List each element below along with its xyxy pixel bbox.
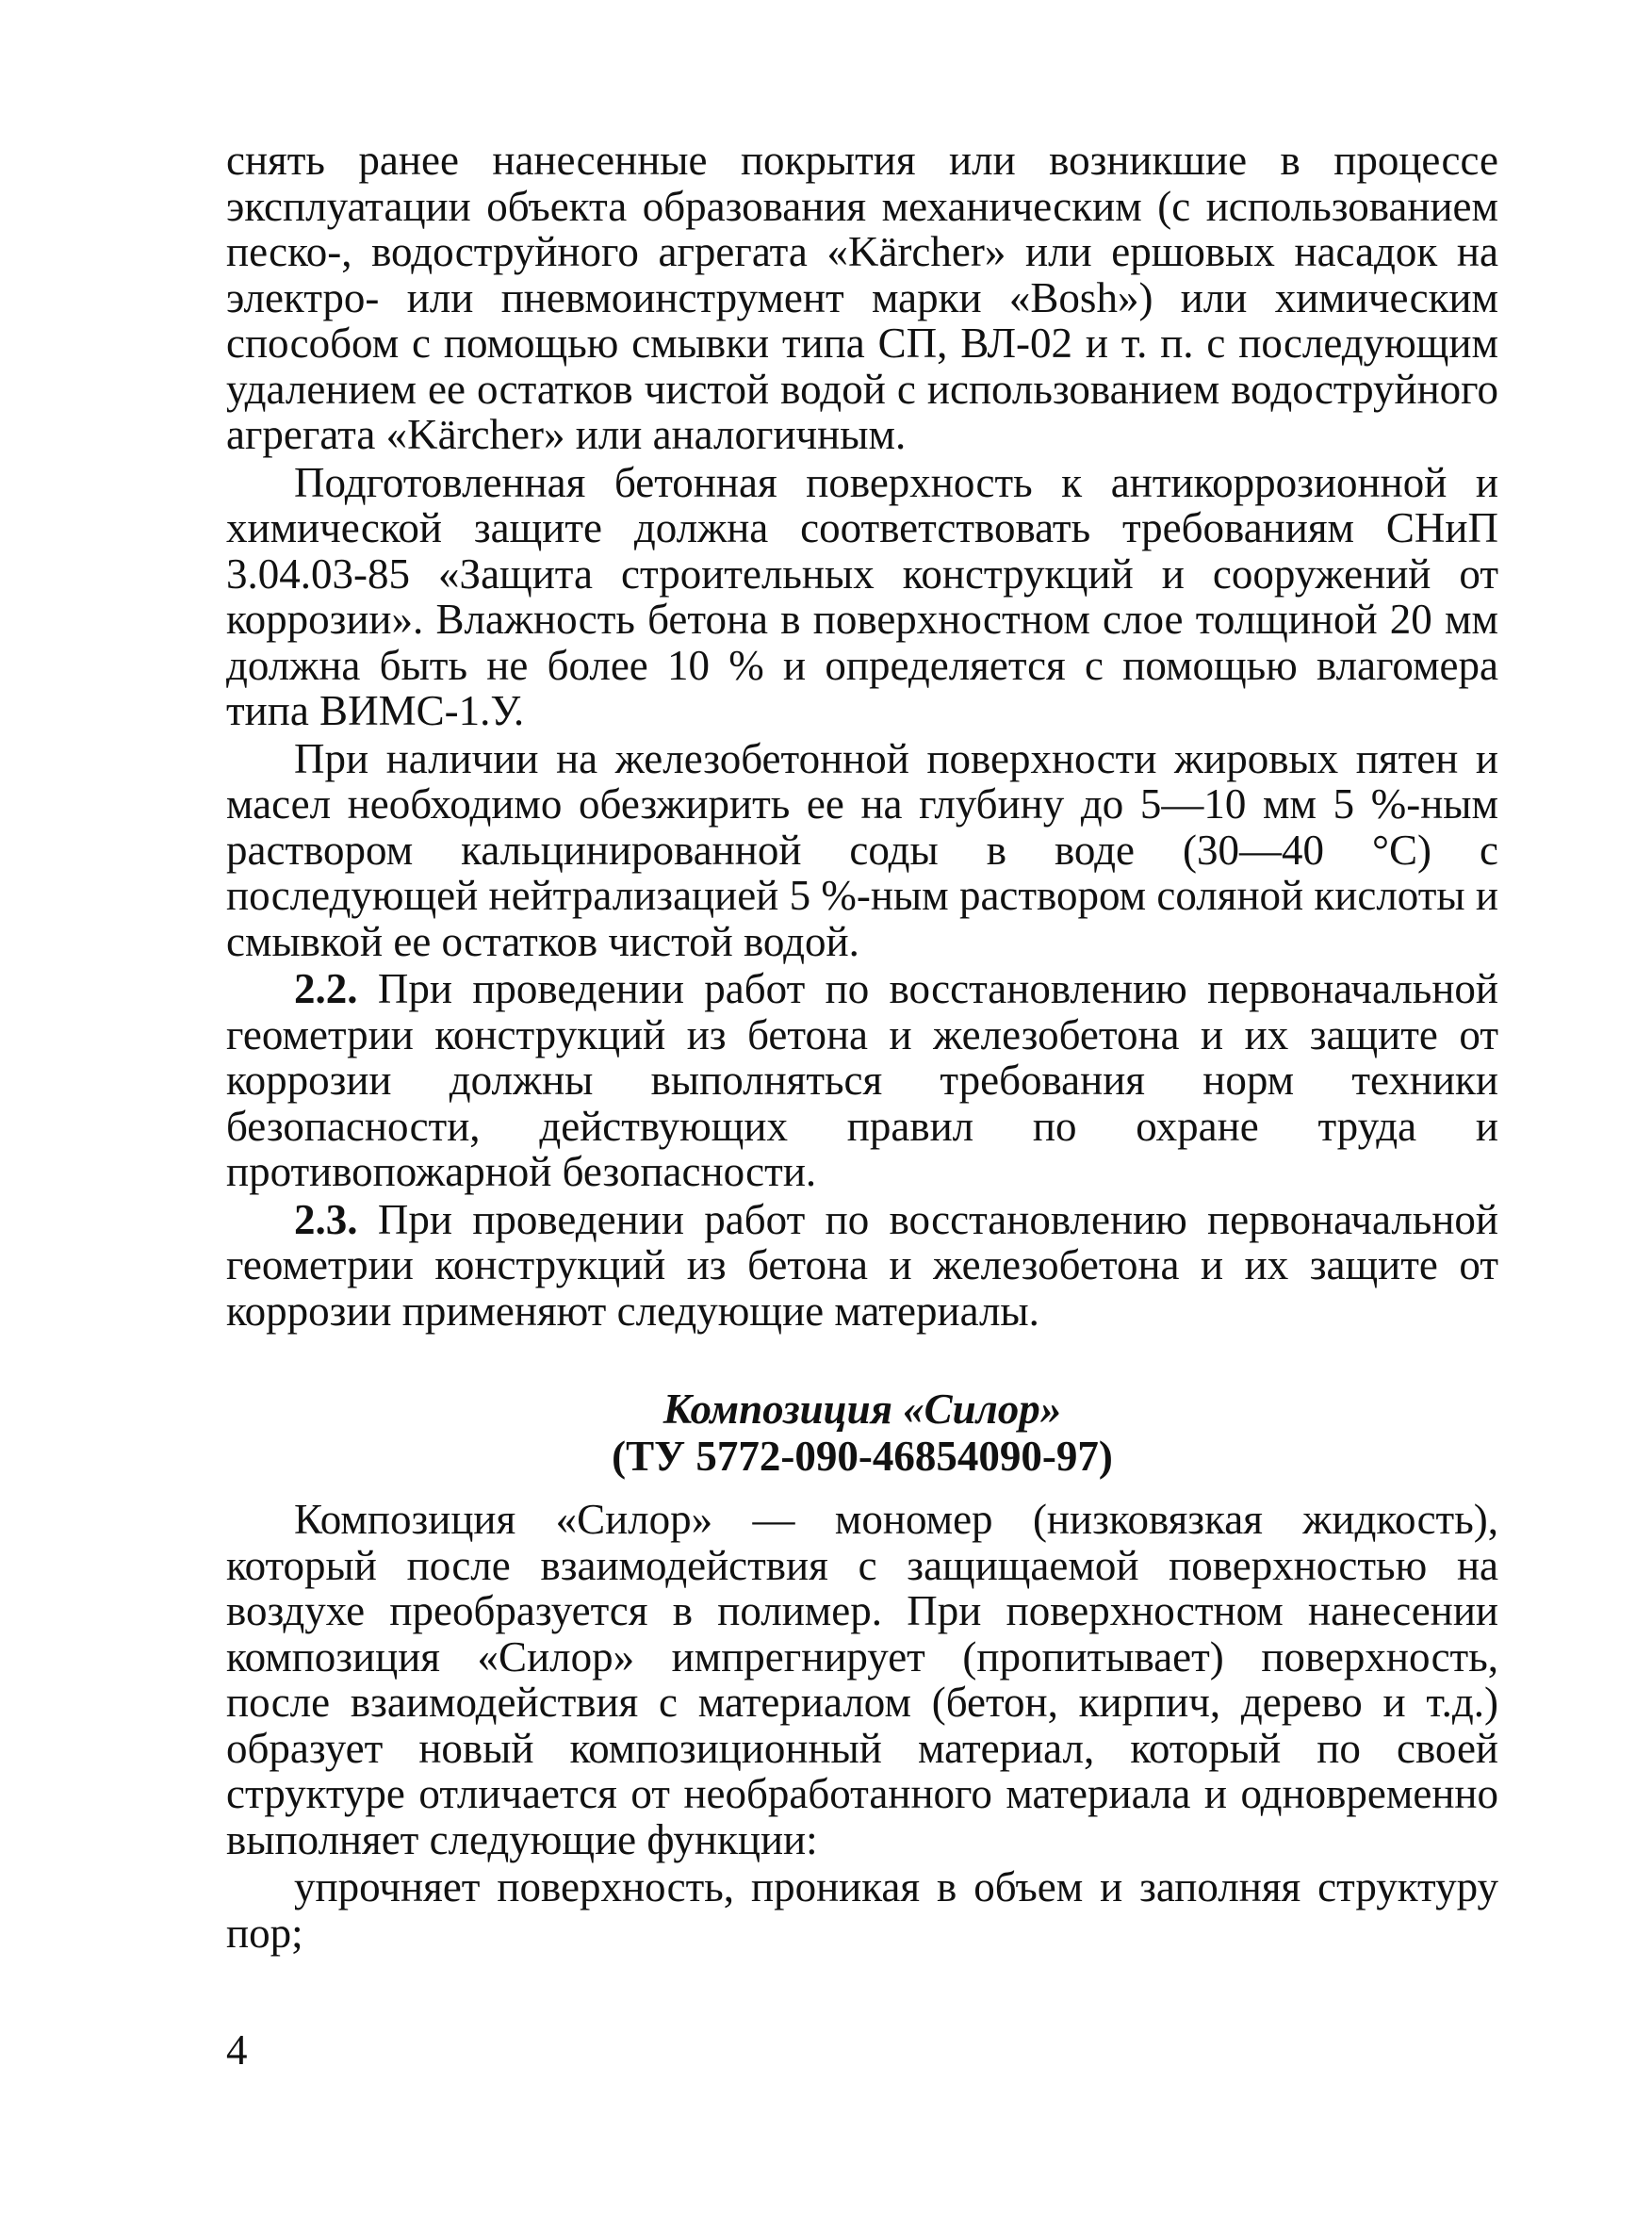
body-text-bottom	[226, 1497, 1498, 1956]
paragraph-text: снять ранее нанесенные покрытия или возникшие в процессе эксплуатации объекта образования механическим (с использованием песко-, водоструйного агрегата «Kärcher» или ершовых насадок на электро- или пневмоинструмент марки «Bosh») или химическим способом с помощью смывки типа СП, ВЛ-02 и т. п. с последующим удалением ее остатков чистой водой с использованием водоструйного агрегата «Kärcher» или аналогичным.	[226, 137, 1498, 458]
paragraph	[226, 460, 1498, 734]
paragraph-text: упрочняет поверхность, проникая в объем и заполняя структуру пор;	[226, 1863, 1498, 1957]
paragraph-text: Композиция «Силор» — мономер (низковязкая жидкость), который после взаимодействия с защищаемой поверхностью на воздухе преобразуется в полимер. При поверхностном нанесении композиция «Силор» импрегнирует (пропитывает) поверхность, после взаимодействия с материалом (бетон, кирпич, дерево и т.д.) образует новый композиционный материал, который по своей структуре отличается от необработанного материала и одновременно выполняет следующие функции:	[226, 1496, 1498, 1863]
paragraph-text: При проведении работ по восстановлению первоначальной геометрии конструкций из бетона и железобетона и их защите от коррозии должны выполняться требования норм техники безопасности, действующих правил по охране труда и противопожарной безопасности.	[226, 965, 1498, 1195]
paragraph	[226, 138, 1498, 458]
paragraph-text: Подготовленная бетонная поверхность к антикоррозионной и химической защите должна соответствовать требованиям СНиП 3.04.03-85 «Защита строительных конструкций и сооружений от коррозии». Влажность бетона в поверхностном слое толщиной 20 мм должна быть не более 10 % и определяется с помощью влагомера типа ВИМС-1.У.	[226, 458, 1498, 734]
page-number: 4	[226, 2026, 248, 2074]
section-heading	[226, 1386, 1498, 1480]
section-title: Композиция «Силор»	[662, 1386, 1062, 1433]
clause-2-2	[226, 966, 1498, 1195]
paragraph	[226, 1864, 1498, 1956]
clause-number: 2.3.	[294, 1195, 358, 1243]
paragraph	[226, 736, 1498, 965]
paragraph	[226, 1497, 1498, 1862]
section-subtitle: (ТУ 5772-090-46854090-97)	[612, 1433, 1113, 1480]
body-text-top	[226, 138, 1498, 1334]
paragraph-text: При наличии на железобетонной поверхности жировых пятен и масел необходимо обезжирить ее на глубину до 5—10 мм 5 %-ным раствором кальцинированной соды в воде (30—40 °С) с последующей нейтрализацией 5 %-ным раствором соляной кислоты и смывкой ее остатков чистой водой.	[226, 734, 1498, 965]
clause-2-3	[226, 1197, 1498, 1335]
paragraph-text: При проведении работ по восстановлению первоначальной геометрии конструкций из бетона и железобетона и их защите от коррозии применяют следующие материалы.	[226, 1195, 1498, 1335]
clause-number: 2.2.	[294, 965, 358, 1012]
